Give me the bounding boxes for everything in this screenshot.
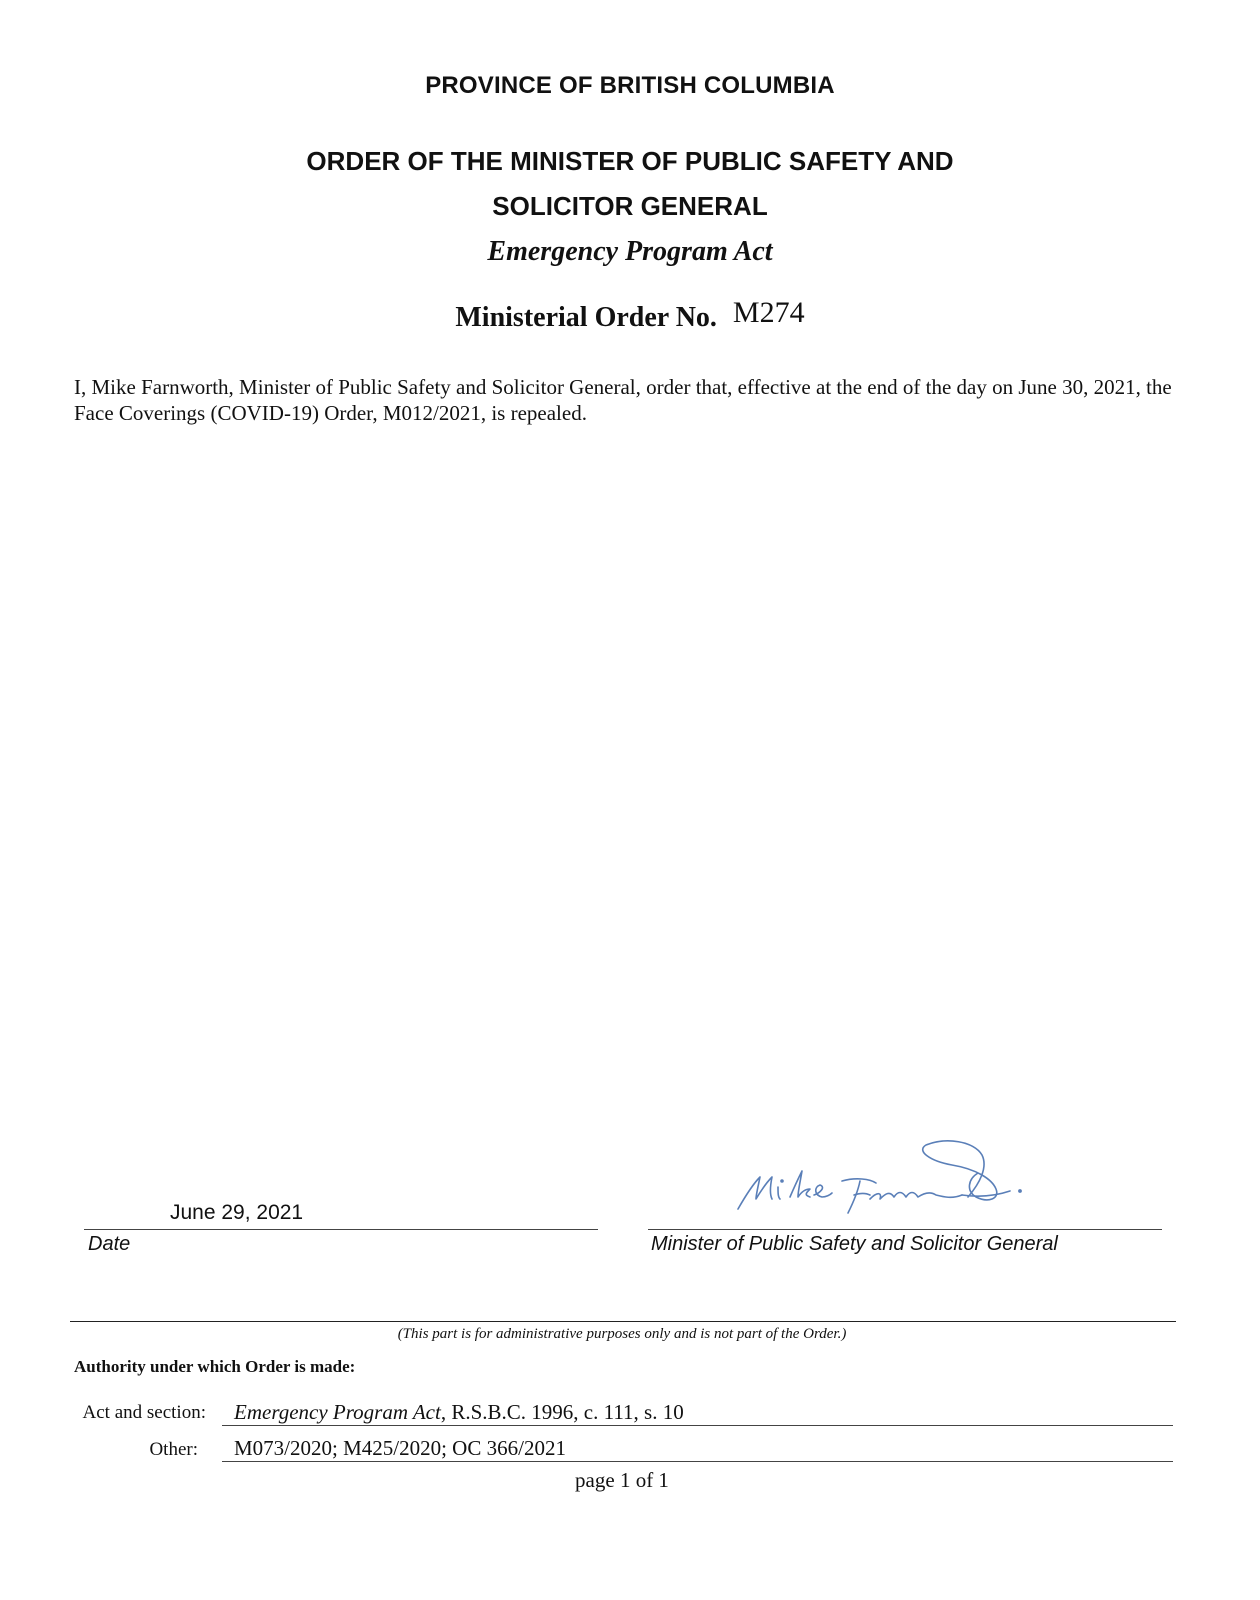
order-number-value: M274 [732,296,805,329]
order-body-text: I, Mike Farnworth, Minister of Public Safety and Solicitor General, order that, effective at the end of the day on June 30, 2021, the Face Coverings (COVID-19) Order, M012/2021, is repealed. [74,375,1172,425]
other-authority-label: Other: [149,1439,198,1460]
signing-date: June 29, 2021 [170,1201,304,1224]
other-authority-line [222,1461,1173,1462]
authority-heading: Authority under which Order is made: [74,1357,356,1376]
act-section-value [234,1400,684,1425]
act-section-line [222,1425,1173,1426]
act-section-citation: , R.S.B.C. 1996, c. 111, s. 10 [440,1400,684,1424]
page-number: page 1 of 1 [575,1468,669,1492]
order-title-line-2: SOLICITOR GENERAL [492,191,768,221]
province-heading: PROVINCE OF BRITISH COLUMBIA [425,72,835,99]
other-authority-value: M073/2020; M425/2020; OC 366/2021 [234,1436,566,1460]
act-section-label: Act and section: [82,1402,206,1423]
act-name: Emergency Program Act [487,236,773,267]
minister-signature [730,1125,1030,1225]
admin-note: (This part is for administrative purposes only and is not part of the Order.) [397,1326,847,1342]
date-signature-line [84,1229,598,1230]
act-section-act-name: Emergency Program Act [234,1400,441,1424]
admin-section-divider [70,1321,1176,1322]
minister-signature-line [648,1229,1162,1230]
date-caption: Date [88,1233,131,1255]
order-number-row [0,296,1260,334]
order-number-label: Ministerial Order No. [455,302,717,333]
signer-caption: Minister of Public Safety and Solicitor General [651,1233,1058,1255]
order-title-line-1: ORDER OF THE MINISTER OF PUBLIC SAFETY AND [306,146,954,176]
